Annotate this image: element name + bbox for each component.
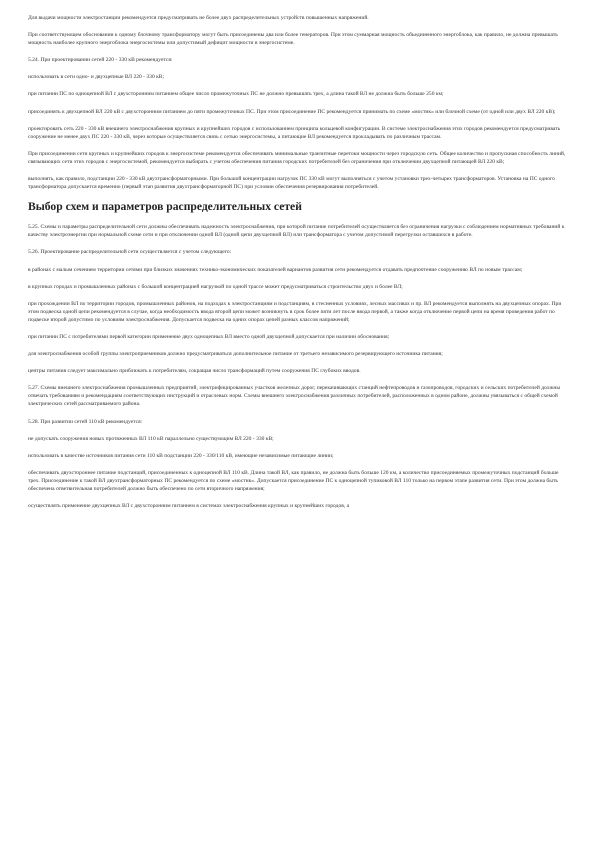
paragraph: Для выдачи мощности электростанции рекомендуется предусматривать не более двух распределительных устройств повышенных напряжений.: [28, 15, 369, 21]
paragraph: 5.28. При развитии сетей 110 кВ рекомендуется:: [28, 418, 143, 425]
paragraph: не допускать сооружения новых протяженных ВЛ 110 кВ параллельно существующим ВЛ 220 - 330 кВ;: [28, 435, 274, 442]
paragraph: при питании ПС с потребителями первой категории применение двух одноцепных ВЛ вместо одной двухцепной допускается при наличии обоснования;: [28, 333, 390, 340]
paragraph: 5.25. Схемы и параметры распределительной сети должны обеспечивать надежность электроснабжения, при которой питание потребителей осуществляется без ограничения нагрузки с соблюдением нормативных требований к качеству электроэнергии при нормальной схеме сети и при отключении одной ВЛ (одной цепи двухцепной ВЛ) или трансформатора с учетом допустимой перегрузки оставшихся в работе.: [28, 224, 565, 239]
paragraph: выполнять, как правило, подстанции 220 - 330 кВ двухтрансформаторными. При большой концентрации нагрузок ПС 330 кВ могут выполняться с учетом установки трех-четырех трансформаторов. Установка на ПС одного трансформатора допускается временно (первый этап развития двухтрансформаторной ПС) при условии обеспечения резервирования потребителей.: [28, 176, 555, 191]
paragraph: в крупных городах и промышленных районах с большой концентрацией нагрузкой по одной трассе может предусматриваться строительство двух и более ВЛ;: [28, 283, 403, 290]
paragraph: При соответствующем обосновании к одному блочному трансформатору могут быть присоединены два или более генераторов. При этом суммарная мощность объединенного энергоблока, как правило, не должна превышать мощность наиболее крупного энергоблока энергосистемы или допустимый дефицит мощности в энергосистеме.: [28, 32, 558, 47]
paragraph: в районах с малым сечением территории сетями при близких значениях технико-экономических показателей вариантов развития сети рекомендуется отдавать предпочтение сооружению ВЛ по новым трассам;: [28, 266, 523, 273]
paragraph: 5.27. Схемы внешнего электроснабжения промышленных предприятий, электрифицированных участков железных дорог, перекачивающих станций нефтепроводов и газопроводов, городских и сельских потребителей должны отвечать требованиям и рекомендациям соответствующих инструкций и отраслевых норм. Схемы внешнего электроснабжения различных потребителей, расположенных в одном районе, должны увязываться с общей схемой электрических сетей рассматриваемого района.: [28, 385, 561, 408]
paragraph: При присоединении сети крупных и крупнейших городов к энергосистеме рекомендуется обеспечивать минимальные транзитные перетоки мощности через городскую сеть. Общее количество и пропускная способность линий, связывающих сети этих городов с энергосистемой, рекомендуется выбирать с учетом обеспечения питания городских потребителей без ограничения при отключении двухцепной питающей ВЛ 220 кВ;: [28, 150, 566, 165]
paragraph: использовать в сети одно- и двухцепные ВЛ 220 - 330 кВ;: [28, 74, 165, 81]
paragraph: для электроснабжения особой группы электроприемников должно предусматриваться дополнительное питание от третьего независимого резервирующего источника питания;: [28, 351, 443, 358]
paragraph: при питании ПС по одноцепной ВЛ с двухсторонним питанием общее число промежуточных ПС не должно превышать трех, а длина такой ВЛ не должна быть больше 250 км;: [28, 91, 444, 98]
paragraph: осуществлять применение двухцепных ВЛ с двухсторонним питанием в системах электроснабжения крупных и крупнейших городов, а: [28, 503, 350, 510]
paragraph: при прохождении ВЛ по территории городов, промышленных районов, на подходах к электростанциям и подстанциям, в стесненных условиях, лесных массивах и пр. ВЛ рекомендуется выполнять на двухцепных опорах. При этом подвеска одной цепи рекомендуется в случае, когда необходимость ввода второй цепи может возникнуть в срок более пяти лет после ввода первой, а также когда отключение первой цепи на время проведения работ по подвеске второй допустимо по условиям электроснабжения. Допускается подвеска на одних опорах цепей разных классов напряжений;: [28, 300, 562, 323]
paragraph: проектировать сеть 220 - 330 кВ внешнего электроснабжения крупных и крупнейших городов с использованием принципа кольцевой конфигурации. В системе электроснабжения этих городов рекомендуется предусматривать сооружение не менее двух ПС 220 - 330 кВ, через которые осуществляется связь с сетью энергосистемы, а питающие ВЛ рекомендуется прокладывать по различным трассам.: [28, 125, 561, 140]
paragraph: центры питания следует максимально приближать к потребителям, сокращая число трансформаций путем сооружения ПС глубоких вводов.: [28, 368, 361, 375]
paragraph: обеспечивать двухстороннее питание подстанций, присоединенных к одноцепной ВЛ 110 кВ. Длина такой ВЛ, как правило, не должна быть больше 120 км, а количество присоединяемых промежуточных подстанций больше трех. Присоединение к такой ВЛ двухтрансформаторных ПС рекомендуется по схеме «мостик». Допускается присоединение ПС к одноцепной тупиковой ВЛ 110 только на первом этапе развития сети. При этом должна быть обеспечена ответвительная потребителей должно быть обеспечено по сети вторичного напряжения;: [28, 469, 559, 492]
section-heading: Выбор схем и параметров распределительных сетей: [28, 200, 302, 214]
paragraph: 5.24. При проектировании сетей 220 - 330 кВ рекомендуется:: [28, 57, 173, 64]
paragraph: использовать в качестве источников питания сети 110 кВ подстанции 220 - 330/110 кВ, имеющие независимые питающие линии;: [28, 452, 334, 459]
paragraph: присоединять к двухцепной ВЛ 220 кВ с двухсторонним питанием до пяти промежуточных ПС. При этом присоединение ПС рекомендуется принимать по схеме «мостик» или блочной схеме (от одной или двух ВЛ 220 кВ);: [28, 108, 556, 115]
paragraph: 5.26. Проектирование распределительной сети осуществляется с учетом следующего:: [28, 249, 232, 256]
